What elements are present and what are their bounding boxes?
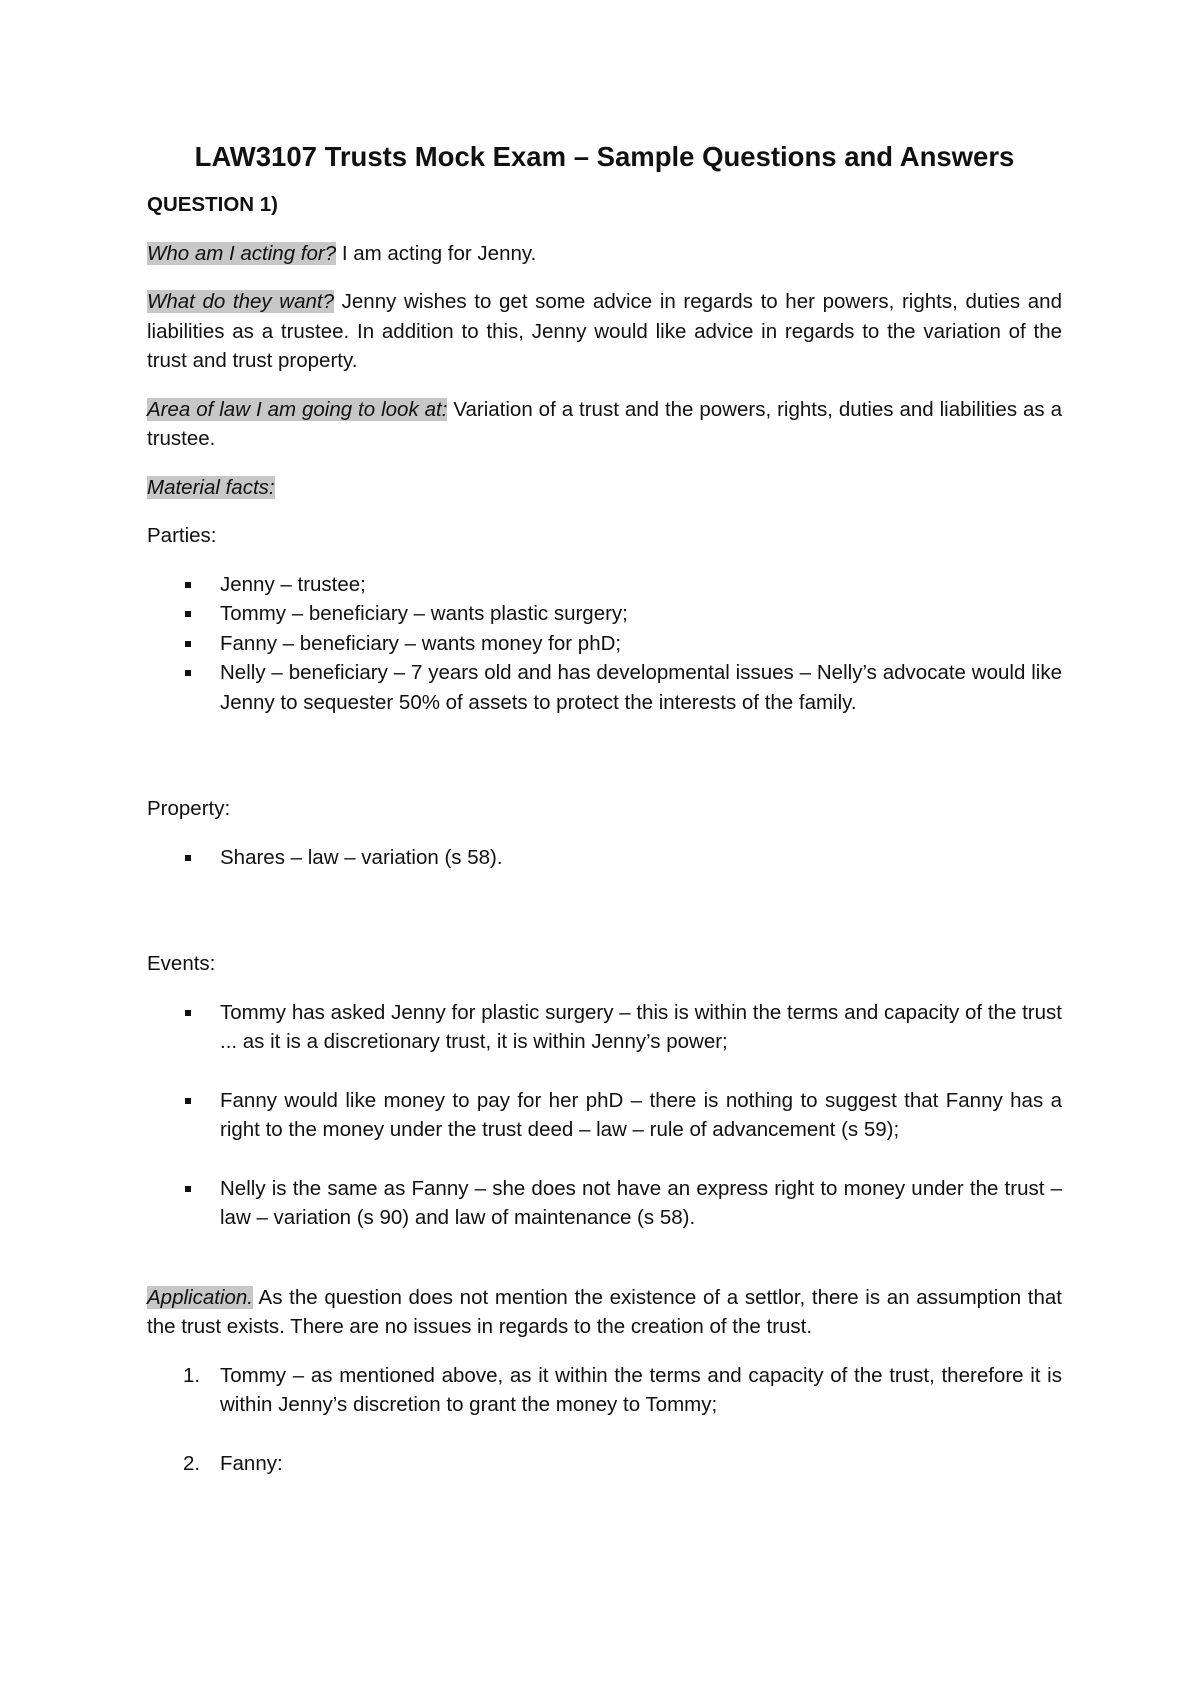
material-facts-paragraph <box>147 473 1062 503</box>
list-item <box>147 1449 1062 1479</box>
parties-label: Parties: <box>147 524 217 547</box>
list-item: Jenny – trustee; <box>147 570 1062 600</box>
area-of-law-text: Variation of a trust and the powers, rights, duties and liabilities as a trustee. <box>147 397 1062 450</box>
want-paragraph <box>147 287 1062 376</box>
document-page <box>147 140 1062 1507</box>
list-item: Nelly is the same as Fanny – she does not have an express right to money under the trust – law – variation (s 90) and law of maintenance (s 58). <box>147 1174 1062 1233</box>
application-list <box>147 1361 1062 1479</box>
list-item: Fanny – beneficiary – wants money for phD; <box>147 629 1062 659</box>
want-label: What do they want? <box>147 290 335 313</box>
list-item-text: Tommy – as mentioned above, as it within the terms and capacity of the trust, therefore it is within Jenny’s discretion to grant the money to Tommy; <box>220 1363 1062 1416</box>
application-label: Application. <box>147 1285 253 1309</box>
area-of-law-paragraph <box>147 395 1062 454</box>
events-list <box>147 998 1062 1233</box>
list-item: Fanny would like money to pay for her phD – there is nothing to suggest that Fanny has a right to the money under the trust deed – law – rule of advancement (s 59); <box>147 1086 1062 1145</box>
application-paragraph <box>147 1283 1062 1342</box>
spacer <box>147 1252 1062 1283</box>
application-text: As the question does not mention the existence of a settlor, there is an assumption that the trust exists. There are no issues in regards to the creation of the trust. <box>147 1285 1062 1338</box>
property-label: Property: <box>147 797 231 820</box>
list-item: Tommy – beneficiary – wants plastic surgery; <box>147 599 1062 629</box>
area-of-law-label: Area of law I am going to look at: <box>147 397 448 421</box>
events-label: Events: <box>147 952 216 975</box>
parties-list <box>147 570 1062 718</box>
acting-for-text: I am acting for Jenny. <box>336 241 537 265</box>
material-facts-label: Material facts: <box>147 475 275 499</box>
want-text: Jenny wishes to get some advice in regards to her powers, rights, duties and liabilities as a trustee. In addition to this, Jenny would like advice in regards to the variation of the trust and trust property. <box>147 290 1062 372</box>
list-number: 1. <box>183 1363 201 1387</box>
property-list <box>147 843 1062 873</box>
spacer <box>147 736 1062 794</box>
document-title: LAW3107 Trusts Mock Exam – Sample Questions and Answers <box>194 141 1015 172</box>
acting-for-label: Who am I acting for? <box>147 241 337 265</box>
acting-for-paragraph <box>147 239 1062 269</box>
question-heading: QUESTION 1) <box>147 193 278 216</box>
list-number: 2. <box>183 1451 201 1475</box>
spacer <box>147 891 1062 949</box>
list-item: Shares – law – variation (s 58). <box>147 843 1062 873</box>
list-item: Tommy has asked Jenny for plastic surgery – this is within the terms and capacity of the trust ... as it is a discretionary trust, it is within Jenny’s power; <box>147 998 1062 1057</box>
list-item: Nelly – beneficiary – 7 years old and has developmental issues – Nelly’s advocate would like Jenny to sequester 50% of assets to protect the interests of the family. <box>147 658 1062 717</box>
list-item-text: Fanny: <box>220 1451 283 1475</box>
list-item <box>147 1361 1062 1420</box>
